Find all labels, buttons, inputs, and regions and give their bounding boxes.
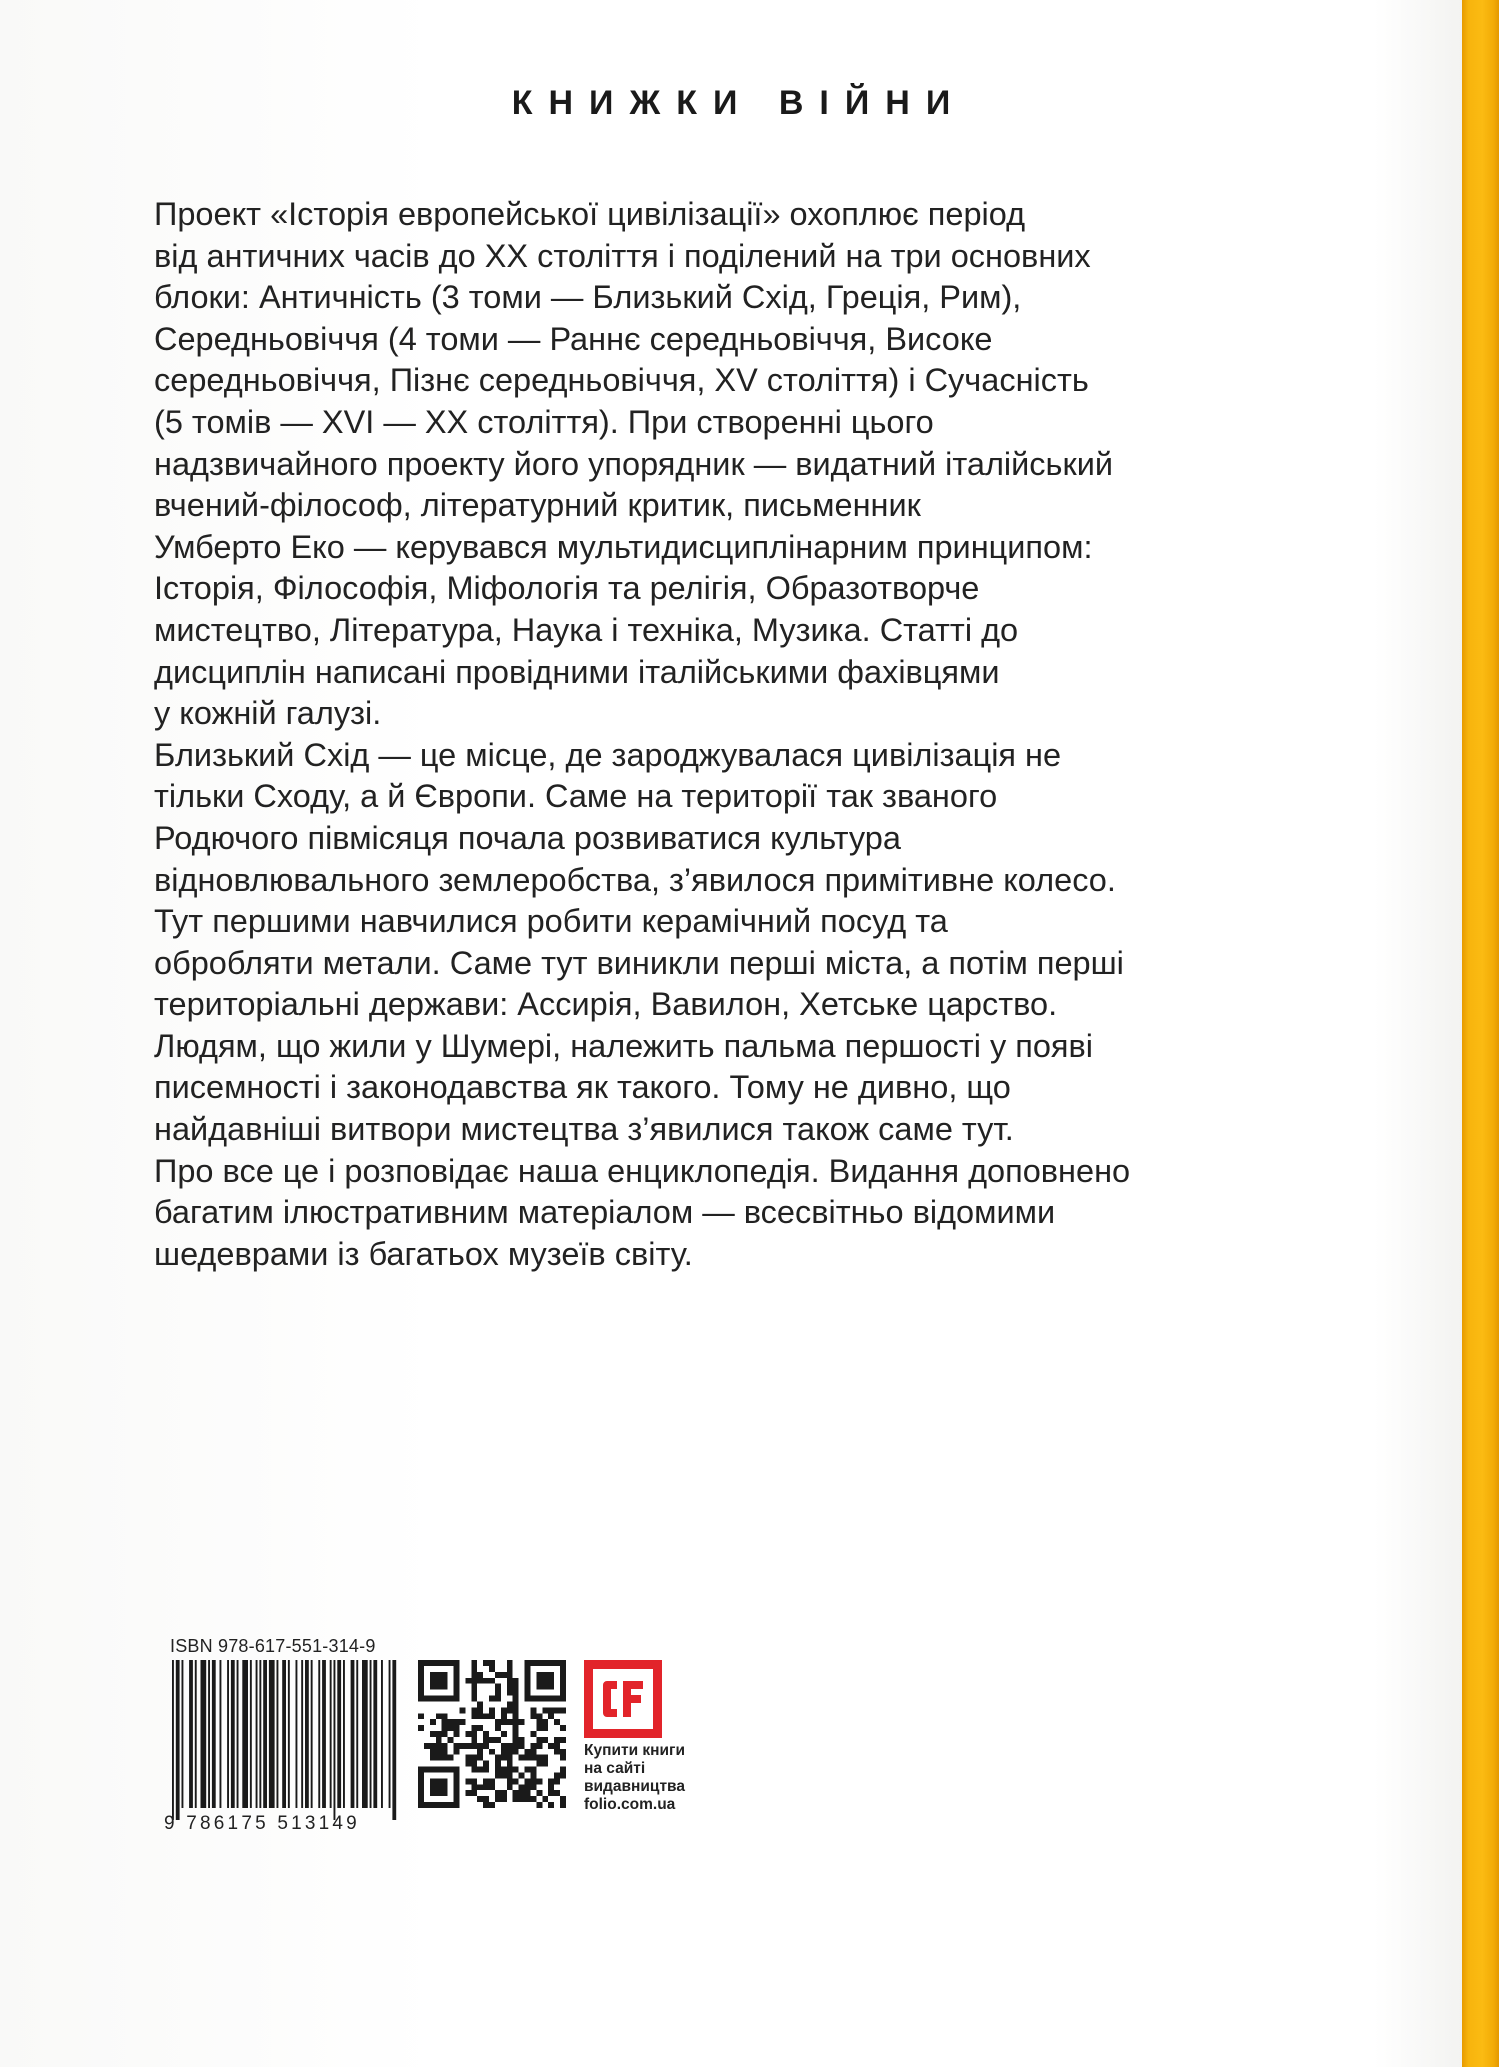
isbn-label: ISBN 978-617-551-314-9 [170, 1636, 376, 1656]
buy-text-line: Купити книги [584, 1742, 686, 1759]
description-line: блоки: Античність (3 томи — Близький Схід, Греція, Рим), [154, 279, 1022, 316]
book-spine-edge [1462, 0, 1499, 2067]
description-line: писемності і законодавства як такого. Тому не дивно, що [154, 1069, 1011, 1106]
description-line: Тут першими навчилися робити керамічний посуд та [154, 903, 948, 940]
description-line: Людям, що жили у Шумері, належить пальма першості у появі [154, 1027, 1093, 1064]
description-line: найдавніші витвори мистецтва з’явилися також саме тут. [154, 1111, 1014, 1148]
description-line: Родючого півмісяця почала розвиватися культура [154, 819, 901, 856]
publisher-logo-inner [593, 1669, 653, 1729]
buy-books-text [584, 1742, 704, 1814]
description-line: від античних часів до XX століття і поділений на три основних [154, 237, 1091, 274]
buy-text-line: видавництва [584, 1778, 685, 1795]
description-line: територіальні держави: Ассирія, Вавилон, Хетське царство. [154, 986, 1058, 1023]
description-line: багатим ілюстративним матеріалом — всесвітньо відомими [154, 1194, 1056, 1231]
description-line: Проект «Історія европейської цивілізації» охоплює період [154, 196, 1026, 232]
barcode-icon [172, 1660, 398, 1820]
description-line: Історія, Філософія, Міфологія та релігія, Образотворче [154, 570, 980, 607]
description-line: мистецтво, Література, Наука і техніка, Музика. Статті до [154, 611, 1019, 648]
description-line: Про все це і розповідає наша енциклопедія. Видання доповнено [154, 1152, 1131, 1189]
description-line: відновлювального землеробства, з’явилося примітивне колесо. [154, 861, 1116, 898]
description-line: середньовіччя, Пізнє середньовіччя, XV століття) і Сучасність [154, 362, 1089, 399]
barcode-digits: 9 786175 513149 [164, 1813, 360, 1834]
description-line: дисциплін написані провідними італійськими фахівцями [154, 653, 1000, 690]
description-line: Близький Схід — це місце, де зароджувалася цивілізація не [154, 736, 1062, 773]
description-line: у кожній галузі. [154, 695, 382, 732]
description-line: обробляти метали. Саме тут виникли перші міста, а потім перші [154, 944, 1124, 981]
description-line: тільки Сходу, а й Європи. Саме на території так званого [154, 778, 998, 815]
description-line: шедеврами із багатьох музеїв світу. [154, 1235, 693, 1272]
publisher-logo [584, 1660, 662, 1738]
book-description [154, 194, 1274, 1275]
publisher-website[interactable]: folio.com.ua [584, 1796, 676, 1813]
series-title: КНИЖКИ ВІЙНИ [511, 84, 967, 122]
description-line: надзвичайного проекту його упорядник — видатний італійський [154, 445, 1114, 482]
buy-text-line: на сайті [584, 1760, 646, 1777]
qr-code-icon [418, 1660, 566, 1808]
description-line: вчений-філософ, літературний критик, письменник [154, 487, 921, 524]
publisher-logo-icon [593, 1669, 653, 1729]
description-line: Умберто Еко — керувався мультидисциплінарним принципом: [154, 528, 1093, 565]
description-line: Середньовіччя (4 томи — Раннє середньовіччя, Високе [154, 320, 993, 357]
description-line: (5 томів — XVI — XX століття). При створенні цього [154, 403, 934, 440]
